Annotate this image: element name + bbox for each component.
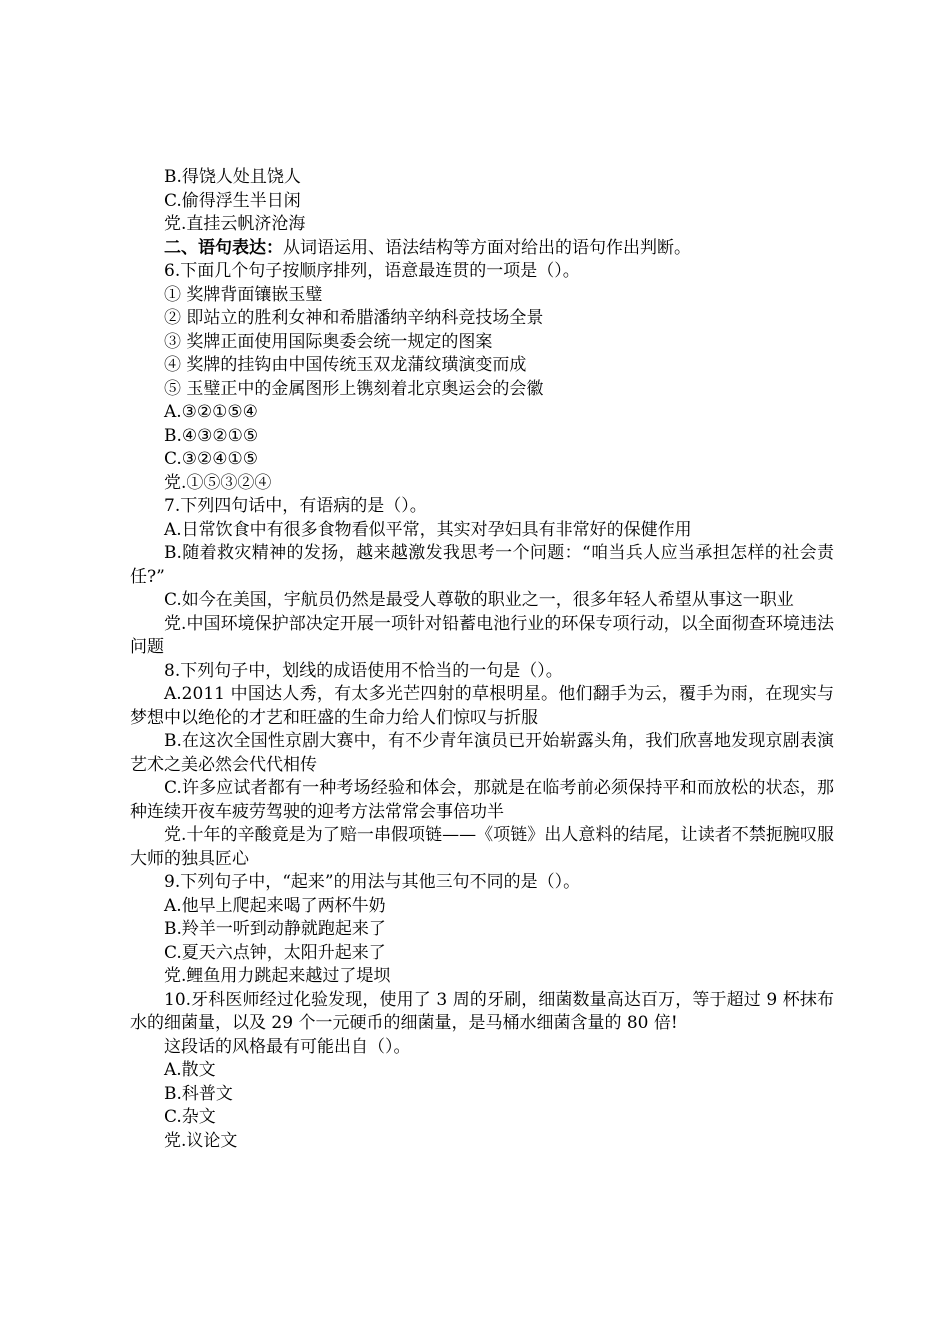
question-6-option: B.④③②①⑤ bbox=[164, 425, 259, 446]
question-6-option: C.③②④①⑤ bbox=[164, 449, 259, 469]
question-9-option: C.夏天六点钟，太阳升起来了 bbox=[164, 942, 386, 963]
question-9-stem: 9.下列句子中，“起来”的用法与其他三句不同的是（）。 bbox=[164, 872, 581, 892]
question-10-question: 这段话的风格最有可能出自（）。 bbox=[164, 1036, 411, 1057]
question-7-option: A.日常饮食中有很多食物看似平常，其实对孕妇具有非常好的保健作用 bbox=[164, 519, 692, 540]
question-7-option: C.如今在美国，宇航员仍然是最受人尊敬的职业之一，很多年轻人希望从事这一职业 bbox=[164, 590, 794, 610]
question-6-option: 党.①⑤③②④ bbox=[164, 472, 272, 493]
question-9-option: 党.鲤鱼用力跳起来越过了堤坝 bbox=[164, 966, 391, 986]
question-8-option: A.2011 中国达人秀，有太多光芒四射的草根明星。他们翻手为云，覆手为雨，在现实与梦想中以绝伦的才艺和旺盛的生命力给人们惊叹与折服 bbox=[130, 684, 834, 728]
question-6-item: ① 奖牌背面镶嵌玉璧 bbox=[164, 284, 323, 305]
question-8-option: C.许多应试者都有一种考场经验和体会，那就是在临考前必须保持平和而放松的状态，那种连续开夜车疲劳驾驶的迎考方法常常会事倍功半 bbox=[130, 778, 834, 822]
section-heading bbox=[130, 237, 834, 261]
question-8-option: 党.十年的辛酸竟是为了赔一串假项链——《项链》出人意料的结尾，让读者不禁扼腕叹服大师的独具匠心 bbox=[130, 825, 834, 869]
question-6-item: ③ 奖牌正面使用国际奥委会统一规定的图案 bbox=[164, 331, 493, 352]
question-7-option: 党.中国环境保护部决定开展一项针对铅蓄电池行业的环保专项行动，以全面彻查环境违法问题 bbox=[130, 613, 834, 657]
question-8-option: B.在这次全国性京剧大赛中，有不少青年演员已开始崭露头角，我们欣喜地发现京剧表演艺术之美必然会代代相传 bbox=[130, 731, 834, 775]
option-c: C.偷得浮生半日闲 bbox=[164, 190, 301, 211]
option-b: B.得饶人处且饶人 bbox=[164, 167, 301, 187]
question-6-item: ⑤ 玉璧正中的金属图形上镌刻着北京奥运会的会徽 bbox=[164, 378, 544, 399]
document-page bbox=[130, 166, 834, 1153]
question-10-stem: 10.牙科医师经过化验发现，使用了 3 周的牙刷，细菌数量高达百万，等于超过 9 杯抹布水的细菌量，以及 29 个一元硬币的细菌量，是马桶水细菌含量的 80 倍! bbox=[130, 989, 834, 1033]
question-10-option: B.科普文 bbox=[164, 1083, 233, 1104]
section-heading-title: 二、语句表达： bbox=[164, 237, 283, 258]
question-9-option: B.羚羊一听到动静就跑起来了 bbox=[164, 919, 386, 939]
question-6-item: ④ 奖牌的挂钩由中国传统玉双龙蒲纹璜演变而成 bbox=[164, 355, 527, 375]
question-7-option: B.随着救灾精神的发扬，越来越激发我思考一个问题：“咱当兵人应当承担怎样的社会责任?” bbox=[130, 543, 834, 587]
option-d: 党.直挂云帆济沧海 bbox=[164, 214, 306, 234]
question-6-option: A.③②①⑤④ bbox=[164, 402, 258, 422]
question-10-option: 党.议论文 bbox=[164, 1130, 238, 1151]
question-6-stem: 6.下面几个句子按顺序排列，语意最连贯的一项是（）。 bbox=[164, 261, 580, 281]
question-7-stem: 7.下列四句话中，有语病的是（）。 bbox=[164, 496, 427, 516]
question-6-item: ② 即站立的胜利女神和希腊潘纳辛纳科竞技场全景 bbox=[164, 308, 544, 328]
question-10-option: A.散文 bbox=[164, 1060, 216, 1080]
question-8-stem: 8.下列句子中，划线的成语使用不恰当的一句是（）。 bbox=[164, 660, 563, 681]
question-10-option: C.杂文 bbox=[164, 1107, 216, 1127]
question-9-option: A.他早上爬起来喝了两杯牛奶 bbox=[164, 895, 386, 916]
section-heading-desc: 从词语运用、语法结构等方面对给出的语句作出判断。 bbox=[283, 237, 691, 258]
